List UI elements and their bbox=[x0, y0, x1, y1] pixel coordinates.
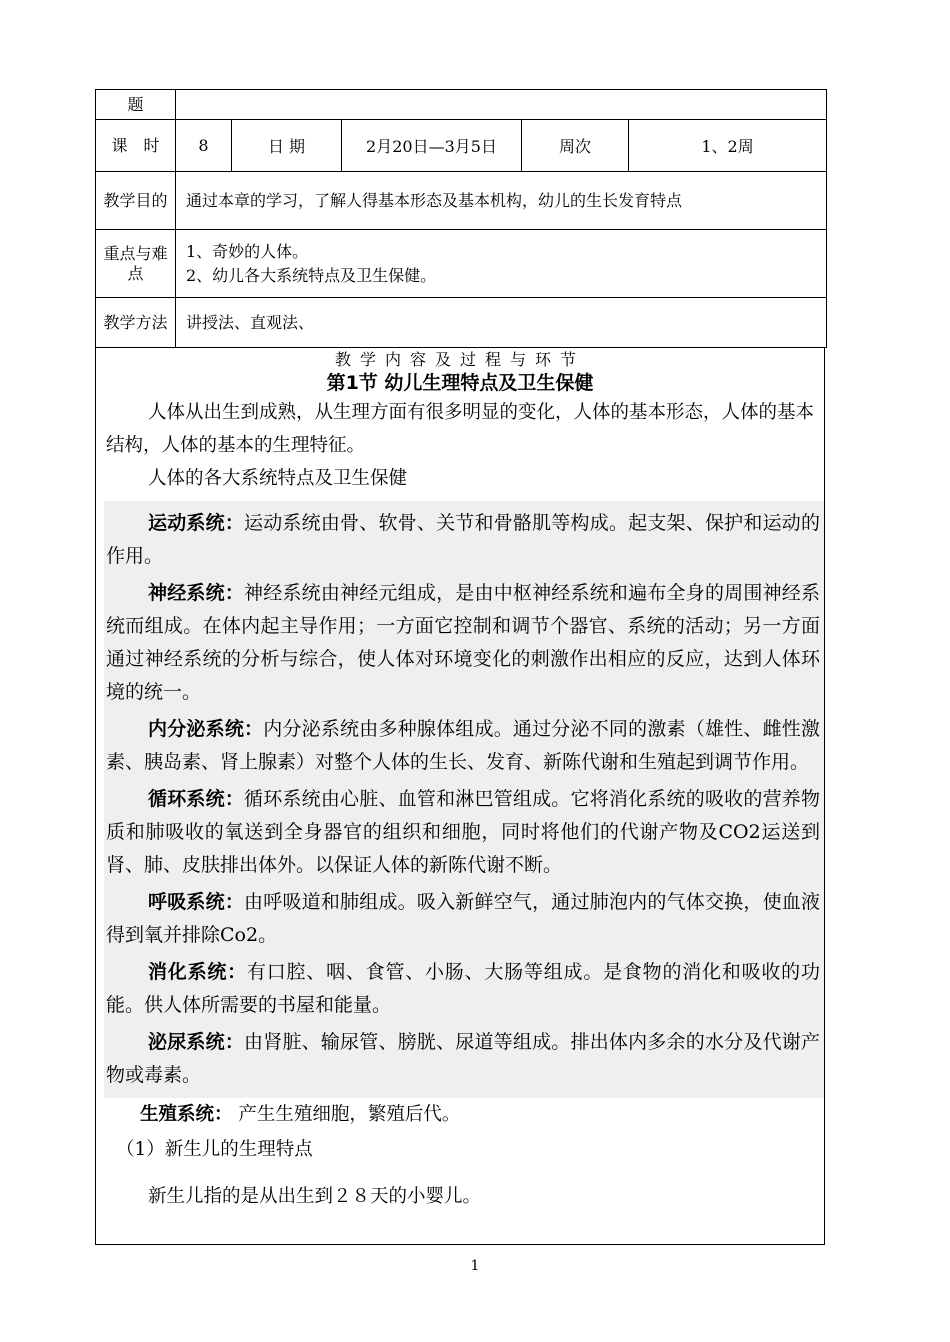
system-name: 内分泌系统： bbox=[148, 718, 264, 740]
method-label: 教学方法 bbox=[96, 298, 176, 348]
week-label: 周次 bbox=[522, 120, 629, 172]
header-table bbox=[95, 89, 827, 348]
periods-row bbox=[96, 120, 827, 172]
system-name: 呼吸系统： bbox=[148, 891, 245, 913]
system-text: 由肾脏、输尿管、膀胱、尿道等组成。排出体内多余的水分及代谢产物或毒素。 bbox=[106, 1031, 820, 1086]
key-label: 重点与难点 bbox=[96, 230, 176, 298]
intro-paragraph: 人体从出生到成熟，从生理方面有很多明显的变化，人体的基本形态，人体的基本结构，人体的基本的生理特征。 bbox=[106, 402, 815, 456]
date-value: 2月20日—3月5日 bbox=[342, 120, 522, 172]
system-name: 运动系统： bbox=[148, 512, 245, 534]
system-text: 有口腔、咽、食管、小肠、大肠等组成。是食物的消化和吸收的功能。供人体所需要的书屋和能量。 bbox=[106, 961, 820, 1016]
lesson-plan-sheet bbox=[95, 89, 825, 1245]
system-paragraph bbox=[106, 507, 820, 573]
goal-value: 通过本章的学习，了解人得基本形态及基本机构，幼儿的生长发育特点 bbox=[176, 172, 827, 230]
method-value: 讲授法、直观法、 bbox=[176, 298, 827, 348]
system-text: 内分泌系统由多种腺体组成。通过分泌不同的激素（雄性、雌性激素、胰岛素、肾上腺素）对整个人体的生长、发育、新陈代谢和生殖起到调节作用。 bbox=[106, 718, 820, 773]
system-paragraph bbox=[106, 956, 820, 1022]
system-name: 神经系统： bbox=[148, 582, 245, 604]
key-item-2: 2、幼儿各大系统特点及卫生保健。 bbox=[186, 265, 437, 285]
reproductive-paragraph bbox=[96, 1098, 824, 1131]
goal-label: 教学目的 bbox=[96, 172, 176, 230]
system-paragraph bbox=[106, 713, 820, 779]
page-number: 1 bbox=[470, 1258, 480, 1274]
week-value: 1、2周 bbox=[629, 120, 827, 172]
topic-label: 题 bbox=[96, 90, 176, 120]
goal-row bbox=[96, 172, 827, 230]
system-paragraph bbox=[106, 783, 820, 882]
periods-label: 课 时 bbox=[96, 120, 176, 172]
section-heading: 教学内容及过程与环节 bbox=[334, 350, 585, 369]
systems-subheading: 人体的各大系统特点及卫生保健 bbox=[148, 468, 408, 489]
system-paragraph bbox=[106, 1026, 820, 1092]
content-cell bbox=[95, 348, 825, 1245]
key-value bbox=[176, 230, 827, 298]
system-text: 神经系统由神经元组成，是由中枢神经系统和遍布全身的周围神经系统而组成。在体内起主导作用；一方面它控制和调节个器官、系统的活动；另一方面通过神经系统的分析与综合，使人体对环境变化的刺激作出相应的反应，达到人体环境的统一。 bbox=[106, 582, 820, 703]
system-paragraph bbox=[106, 886, 820, 952]
item-paragraph: 新生儿指的是从出生到２８天的小婴儿。 bbox=[148, 1186, 482, 1207]
system-name: 消化系统： bbox=[148, 961, 247, 983]
periods-value: 8 bbox=[176, 120, 232, 172]
item-heading: （1）新生儿的生理特点 bbox=[116, 1139, 313, 1160]
systems-block bbox=[104, 501, 824, 1098]
system-name: 泌尿系统： bbox=[148, 1031, 245, 1053]
system-paragraph bbox=[106, 577, 820, 709]
method-row bbox=[96, 298, 827, 348]
topic-row bbox=[96, 90, 827, 120]
system-text: 循环系统由心脏、血管和淋巴管组成。它将消化系统的吸收的营养物质和肺吸收的氧送到全身器官的组织和细胞，同时将他们的代谢产物及CO2运送到肾、肺、皮肤排出体外。以保证人体的新陈代谢不断。 bbox=[106, 788, 820, 876]
key-item-1: 1、奇妙的人体。 bbox=[186, 241, 309, 261]
chapter-title: 第1节 幼儿生理特点及卫生保健 bbox=[326, 372, 594, 394]
system-text: 产生生殖细胞，繁殖后代。 bbox=[232, 1104, 461, 1125]
topic-value bbox=[176, 90, 827, 120]
key-row bbox=[96, 230, 827, 298]
system-text: 运动系统由骨、软骨、关节和骨骼肌等构成。起支架、保护和运动的作用。 bbox=[106, 512, 820, 567]
system-text: 由呼吸道和肺组成。吸入新鲜空气，通过肺泡内的气体交换，使血液得到氧并排除Co2。 bbox=[106, 891, 820, 946]
system-name: 循环系统： bbox=[148, 788, 245, 810]
system-name: 生殖系统： bbox=[140, 1104, 233, 1125]
date-label: 日 期 bbox=[232, 120, 342, 172]
